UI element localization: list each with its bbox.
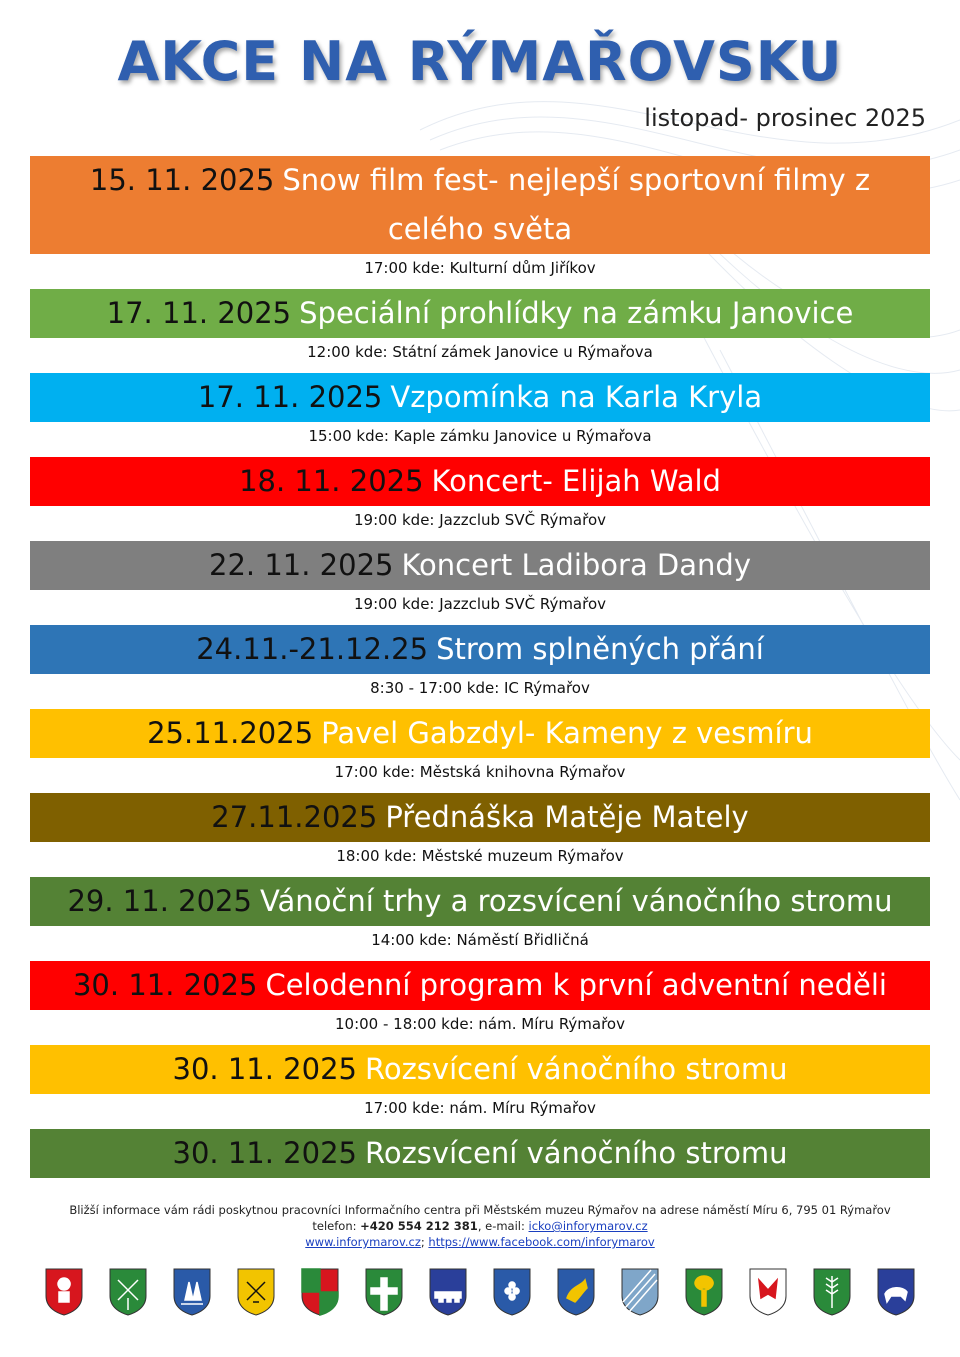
footer-links-line [30, 1234, 930, 1250]
event-details: 17:00 kde: Městská knihovna Rýmařov [334, 763, 626, 781]
phone-number: +420 554 212 381 [360, 1219, 478, 1233]
event-item [30, 1129, 930, 1178]
event-title: Vzpomínka na Karla Kryla [390, 380, 763, 414]
event-heading [36, 961, 924, 1010]
event-heading [36, 1129, 924, 1178]
event-item [30, 793, 930, 877]
event-heading [36, 625, 924, 674]
event-date: 15. 11. 2025 [89, 163, 275, 197]
event-bar [30, 625, 930, 674]
event-date: 25.11.2025 [147, 716, 314, 750]
event-details: 15:00 kde: Kaple zámku Janovice u Rýmařova [308, 427, 652, 445]
website-link[interactable]: www.inforymarov.cz [305, 1235, 421, 1249]
crest-tree-icon [685, 1268, 723, 1316]
event-date: 18. 11. 2025 [239, 464, 424, 498]
event-details: 19:00 kde: Jazzclub SVČ Rýmařov [353, 511, 607, 529]
event-details: 8:30 - 17:00 kde: IC Rýmařov [370, 679, 590, 697]
crest-saint-head-icon [45, 1268, 83, 1316]
footer-contact [30, 1202, 930, 1250]
event-bar [30, 289, 930, 338]
event-title: Koncert- Elijah Wald [431, 464, 721, 498]
event-date: 17. 11. 2025 [106, 296, 292, 330]
event-item [30, 156, 930, 289]
event-title: Speciální prohlídky na zámku Janovice [299, 296, 854, 330]
crest-tools-icon [237, 1268, 275, 1316]
event-item [30, 625, 930, 709]
event-item [30, 373, 930, 457]
event-bar [30, 541, 930, 590]
event-date: 24.11.-21.12.25 [196, 632, 429, 666]
event-details: 19:00 kde: Jazzclub SVČ Rýmařov [353, 595, 607, 613]
municipality-crests [45, 1268, 925, 1320]
event-heading [36, 541, 924, 590]
event-heading [36, 877, 924, 926]
event-bar [30, 877, 930, 926]
event-heading [36, 709, 924, 758]
crest-goat-icon [557, 1268, 595, 1316]
event-date: 17. 11. 2025 [197, 380, 383, 414]
event-heading [36, 457, 924, 506]
event-bar [30, 1045, 930, 1094]
event-title: Celodenní program k první adventní neděli [265, 968, 887, 1002]
event-title: Rozsvícení vánočního stromu [364, 1052, 788, 1086]
event-title: Přednáška Matěje Mately [385, 800, 749, 834]
event-title-continued: celého světa [387, 212, 573, 246]
event-title: Koncert Ladibora Dandy [401, 548, 751, 582]
event-item [30, 961, 930, 1045]
crest-grapes-icon [493, 1268, 531, 1316]
crest-checkered-icon [429, 1268, 467, 1316]
page-subtitle: listopad- prosinec 2025 [644, 104, 926, 132]
crest-wheat-icon [813, 1268, 851, 1316]
event-heading [36, 793, 924, 842]
event-item [30, 1045, 930, 1129]
event-item [30, 877, 930, 961]
event-item [30, 457, 930, 541]
event-heading [36, 1045, 924, 1094]
event-details: 18:00 kde: Městské muzeum Rýmařov [336, 847, 624, 865]
event-date: 30. 11. 2025 [172, 1052, 357, 1086]
event-bar [30, 457, 930, 506]
event-title: Snow film fest- nejlepší sportovní filmy z [282, 163, 871, 197]
event-details: 17:00 kde: Kulturní dům Jiříkov [364, 259, 596, 277]
crest-hammer-pick-icon [109, 1268, 147, 1316]
event-title: Vánoční trhy a rozsvícení vánočního stromu [259, 884, 893, 918]
email-link[interactable]: icko@inforymarov.cz [528, 1219, 648, 1233]
event-item [30, 289, 930, 373]
event-bar [30, 1129, 930, 1178]
event-list [30, 156, 930, 1178]
crest-cross-icon [365, 1268, 403, 1316]
footer-contact-line [30, 1218, 930, 1234]
event-title: Rozsvícení vánočního stromu [364, 1136, 788, 1170]
email-label: , e-mail: [477, 1219, 529, 1233]
event-date: 30. 11. 2025 [172, 1136, 357, 1170]
event-heading [36, 373, 924, 422]
event-date: 22. 11. 2025 [209, 548, 394, 582]
event-date: 27.11.2025 [211, 800, 378, 834]
event-heading [90, 156, 870, 254]
event-bar [30, 373, 930, 422]
crest-quartered-icon [301, 1268, 339, 1316]
event-bar [30, 793, 930, 842]
crest-dog-icon [877, 1268, 915, 1316]
event-heading [36, 289, 924, 338]
event-details: 10:00 - 18:00 kde: nám. Míru Rýmařov [334, 1015, 625, 1033]
link-separator: ; [420, 1235, 429, 1249]
crest-diagonal-icon [621, 1268, 659, 1316]
event-item [30, 541, 930, 625]
event-item [30, 709, 930, 793]
event-details: 12:00 kde: Státní zámek Janovice u Rýmařova [307, 343, 653, 361]
event-title: Pavel Gabzdyl- Kameny z vesmíru [321, 716, 813, 750]
facebook-link[interactable]: https://www.facebook.com/inforymarov [428, 1235, 655, 1249]
event-bar [30, 961, 930, 1010]
crest-trees-icon [173, 1268, 211, 1316]
event-title: Strom splněných přání [436, 632, 764, 666]
event-date: 29. 11. 2025 [67, 884, 252, 918]
phone-label: telefon: [312, 1219, 361, 1233]
event-date: 30. 11. 2025 [72, 968, 258, 1002]
page-title: AKCE NA RÝMAŘOVSKU [117, 30, 843, 93]
crest-eagle-icon [749, 1268, 787, 1316]
event-details: 17:00 kde: nám. Míru Rýmařov [364, 1099, 596, 1117]
event-bar [30, 156, 930, 254]
event-details: 14:00 kde: Náměstí Břidličná [371, 931, 589, 949]
event-bar [30, 709, 930, 758]
footer-info-line: Bližší informace vám rádi poskytnou pracovníci Informačního centra při Městském muzeu Rýmařov na adrese náměstí Míru 6, 795 01 Rýmařov [69, 1203, 891, 1217]
